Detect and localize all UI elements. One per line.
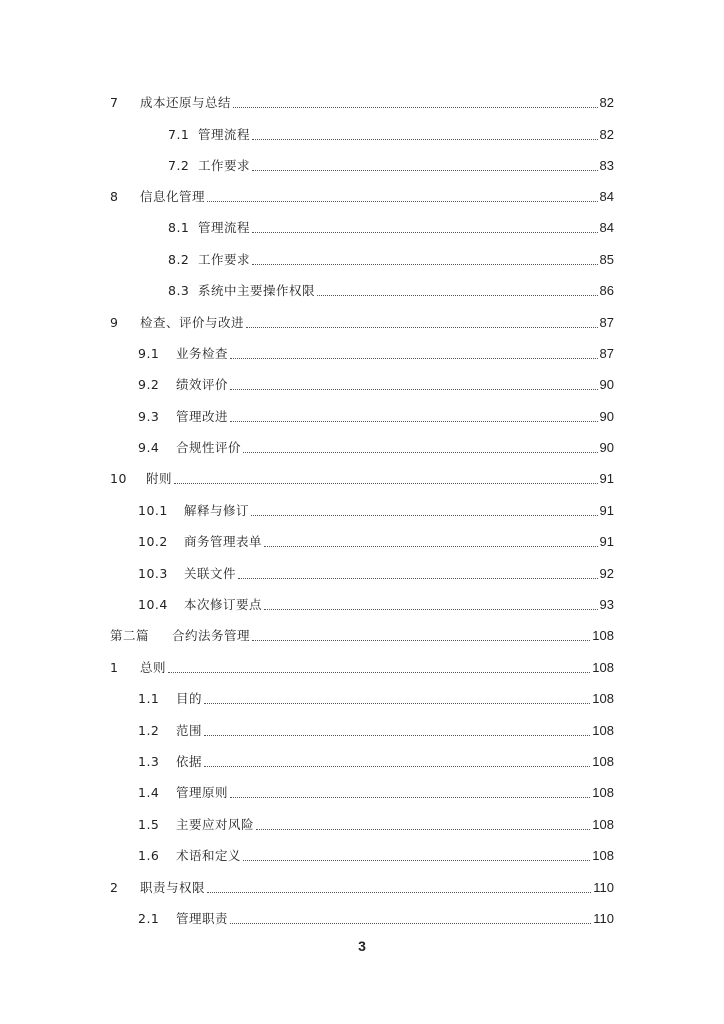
- toc-entry-title: 附则: [146, 471, 173, 486]
- toc-entry-number: 1.4: [138, 785, 160, 800]
- toc-entry-number: 1.6: [138, 848, 160, 863]
- toc-entry-page: 87: [599, 315, 614, 330]
- toc-entry-number: 8.3: [168, 283, 190, 298]
- toc-entry-title: 检查、评价与改进: [140, 315, 245, 330]
- toc-entry[interactable]: [110, 624, 614, 644]
- dot-leader: [207, 891, 591, 893]
- toc-entry-title: 关联文件: [184, 566, 237, 581]
- toc-entry-title: 本次修订要点: [184, 597, 263, 612]
- toc-entry[interactable]: [138, 813, 614, 833]
- toc-entry-page: 108: [592, 628, 614, 643]
- toc-entry-title: 绩效评价: [176, 377, 229, 392]
- toc-entry[interactable]: [110, 185, 614, 205]
- toc-entry[interactable]: [138, 499, 614, 519]
- toc-entry[interactable]: [168, 154, 614, 174]
- toc-entry-title: 依据: [176, 754, 203, 769]
- toc-entry-title: 合规性评价: [176, 440, 242, 455]
- toc-entry-page: 93: [599, 597, 614, 612]
- dot-leader: [252, 639, 590, 641]
- dot-leader: [256, 828, 590, 830]
- toc-entry[interactable]: [110, 656, 614, 676]
- toc-entry-title: 术语和定义: [176, 848, 242, 863]
- toc-entry-title: 目的: [176, 691, 203, 706]
- toc-entry[interactable]: [138, 719, 614, 739]
- toc-entry-page: 90: [599, 440, 614, 455]
- dot-leader: [264, 608, 598, 610]
- toc-entry-page: 110: [593, 911, 614, 926]
- toc-entry[interactable]: [110, 467, 614, 487]
- toc-entry-title: 商务管理表单: [184, 534, 263, 549]
- dot-leader: [243, 859, 590, 861]
- toc-entry[interactable]: [138, 436, 614, 456]
- toc-entry-page: 82: [599, 127, 614, 142]
- toc-entry-page: 82: [599, 95, 614, 110]
- toc-entry[interactable]: [138, 907, 614, 927]
- dot-leader: [174, 482, 598, 484]
- dot-leader: [230, 420, 598, 422]
- toc-entry-number: 8.1: [168, 220, 190, 235]
- toc-entry-number: 10.1: [138, 503, 168, 518]
- toc-entry[interactable]: [168, 216, 614, 236]
- dot-leader: [204, 765, 590, 767]
- dot-leader: [204, 734, 590, 736]
- toc-entry[interactable]: [138, 530, 614, 550]
- toc-entry-number: 第二篇: [110, 628, 150, 643]
- toc-entry[interactable]: [138, 562, 614, 582]
- toc-entry-page: 108: [592, 817, 614, 832]
- toc-entry[interactable]: [168, 279, 614, 299]
- toc-entry-number: 1.2: [138, 723, 160, 738]
- toc-entry-title: 管理流程: [198, 220, 251, 235]
- dot-leader: [168, 671, 590, 673]
- toc-entry-title: 主要应对风险: [176, 817, 255, 832]
- dot-leader: [238, 577, 598, 579]
- toc-entry[interactable]: [138, 342, 614, 362]
- toc-entry-page: 86: [599, 283, 614, 298]
- toc-entry-page: 108: [592, 785, 614, 800]
- dot-leader: [243, 451, 598, 453]
- dot-leader: [204, 702, 590, 704]
- toc-entry-page: 84: [599, 189, 614, 204]
- dot-leader: [252, 169, 598, 171]
- toc-entry-number: 1.5: [138, 817, 160, 832]
- toc-entry-page: 84: [599, 220, 614, 235]
- toc-entry-title: 系统中主要操作权限: [198, 283, 316, 298]
- toc-entry-title: 工作要求: [198, 158, 251, 173]
- toc-entry-number: 9.1: [138, 346, 160, 361]
- toc-entry-title: 解释与修订: [184, 503, 250, 518]
- toc-entry-title: 信息化管理: [140, 189, 206, 204]
- toc-entry[interactable]: [138, 844, 614, 864]
- toc-entry-title: 业务检查: [176, 346, 229, 361]
- toc-entry-title: 管理原则: [176, 785, 229, 800]
- toc-entry-number: 9.4: [138, 440, 160, 455]
- toc-entry-page: 108: [592, 754, 614, 769]
- toc-entry[interactable]: [138, 373, 614, 393]
- toc-entry-page: 85: [599, 252, 614, 267]
- toc-entry-number: 10.3: [138, 566, 168, 581]
- toc-entry-number: 8.2: [168, 252, 190, 267]
- toc-entry-number: 7.1: [168, 127, 190, 142]
- dot-leader: [230, 357, 598, 359]
- toc-entry-title: 管理流程: [198, 127, 251, 142]
- toc-entry-number: 2: [110, 880, 119, 895]
- toc-entry-page: 91: [599, 471, 614, 486]
- toc-entry-number: 10: [110, 471, 127, 486]
- toc-entry-page: 91: [599, 534, 614, 549]
- toc-entry[interactable]: [138, 593, 614, 613]
- toc-entry-title: 范围: [176, 723, 203, 738]
- toc-entry-page: 92: [599, 566, 614, 581]
- toc-entry-page: 108: [592, 848, 614, 863]
- toc-entry-number: 9: [110, 315, 119, 330]
- dot-leader: [264, 545, 598, 547]
- toc-entry[interactable]: [168, 123, 614, 143]
- toc-entry-number: 1.3: [138, 754, 160, 769]
- toc-entry-page: 90: [599, 377, 614, 392]
- toc-entry[interactable]: [110, 876, 614, 896]
- toc-entry-title: 工作要求: [198, 252, 251, 267]
- dot-leader: [233, 106, 598, 108]
- toc-entry[interactable]: [138, 405, 614, 425]
- toc-entry-number: 1: [110, 660, 119, 675]
- toc-entry-title: 合约法务管理: [172, 628, 251, 643]
- toc-entry-number: 9.3: [138, 409, 160, 424]
- toc-entry[interactable]: [138, 781, 614, 801]
- toc-entry[interactable]: [138, 687, 614, 707]
- toc-entry[interactable]: [110, 91, 614, 111]
- toc-entry-page: 110: [593, 880, 614, 895]
- dot-leader: [252, 231, 598, 233]
- toc-entry-page: 87: [599, 346, 614, 361]
- toc-entry-number: 7: [110, 95, 119, 110]
- toc-entry-number: 1.1: [138, 691, 160, 706]
- toc-entry-page: 108: [592, 660, 614, 675]
- toc-entry-number: 10.4: [138, 597, 168, 612]
- dot-leader: [230, 388, 598, 390]
- dot-leader: [246, 326, 598, 328]
- toc-entry-title: 成本还原与总结: [140, 95, 232, 110]
- dot-leader: [252, 263, 598, 265]
- toc-entry-title: 管理改进: [176, 409, 229, 424]
- toc-entry-page: 91: [599, 503, 614, 518]
- toc-entry-number: 2.1: [138, 911, 160, 926]
- toc-entry[interactable]: [138, 750, 614, 770]
- toc-entry-number: 8: [110, 189, 119, 204]
- toc-entry-number: 10.2: [138, 534, 168, 549]
- dot-leader: [207, 200, 598, 202]
- dot-leader: [252, 138, 598, 140]
- toc-entry-page: 83: [599, 158, 614, 173]
- toc-entry-number: 9.2: [138, 377, 160, 392]
- page-number: 3: [358, 938, 366, 954]
- toc-entry-title: 总则: [140, 660, 167, 675]
- toc-entry-number: 7.2: [168, 158, 190, 173]
- dot-leader: [317, 294, 598, 296]
- toc-entry-page: 90: [599, 409, 614, 424]
- toc-entry-page: 108: [592, 723, 614, 738]
- toc-entry-title: 职责与权限: [140, 880, 206, 895]
- toc-entry-page: 108: [592, 691, 614, 706]
- toc-entry-title: 管理职责: [176, 911, 229, 926]
- dot-leader: [230, 922, 591, 924]
- dot-leader: [230, 796, 590, 798]
- dot-leader: [251, 514, 598, 516]
- toc-entry[interactable]: [110, 311, 614, 331]
- toc-entry[interactable]: [168, 248, 614, 268]
